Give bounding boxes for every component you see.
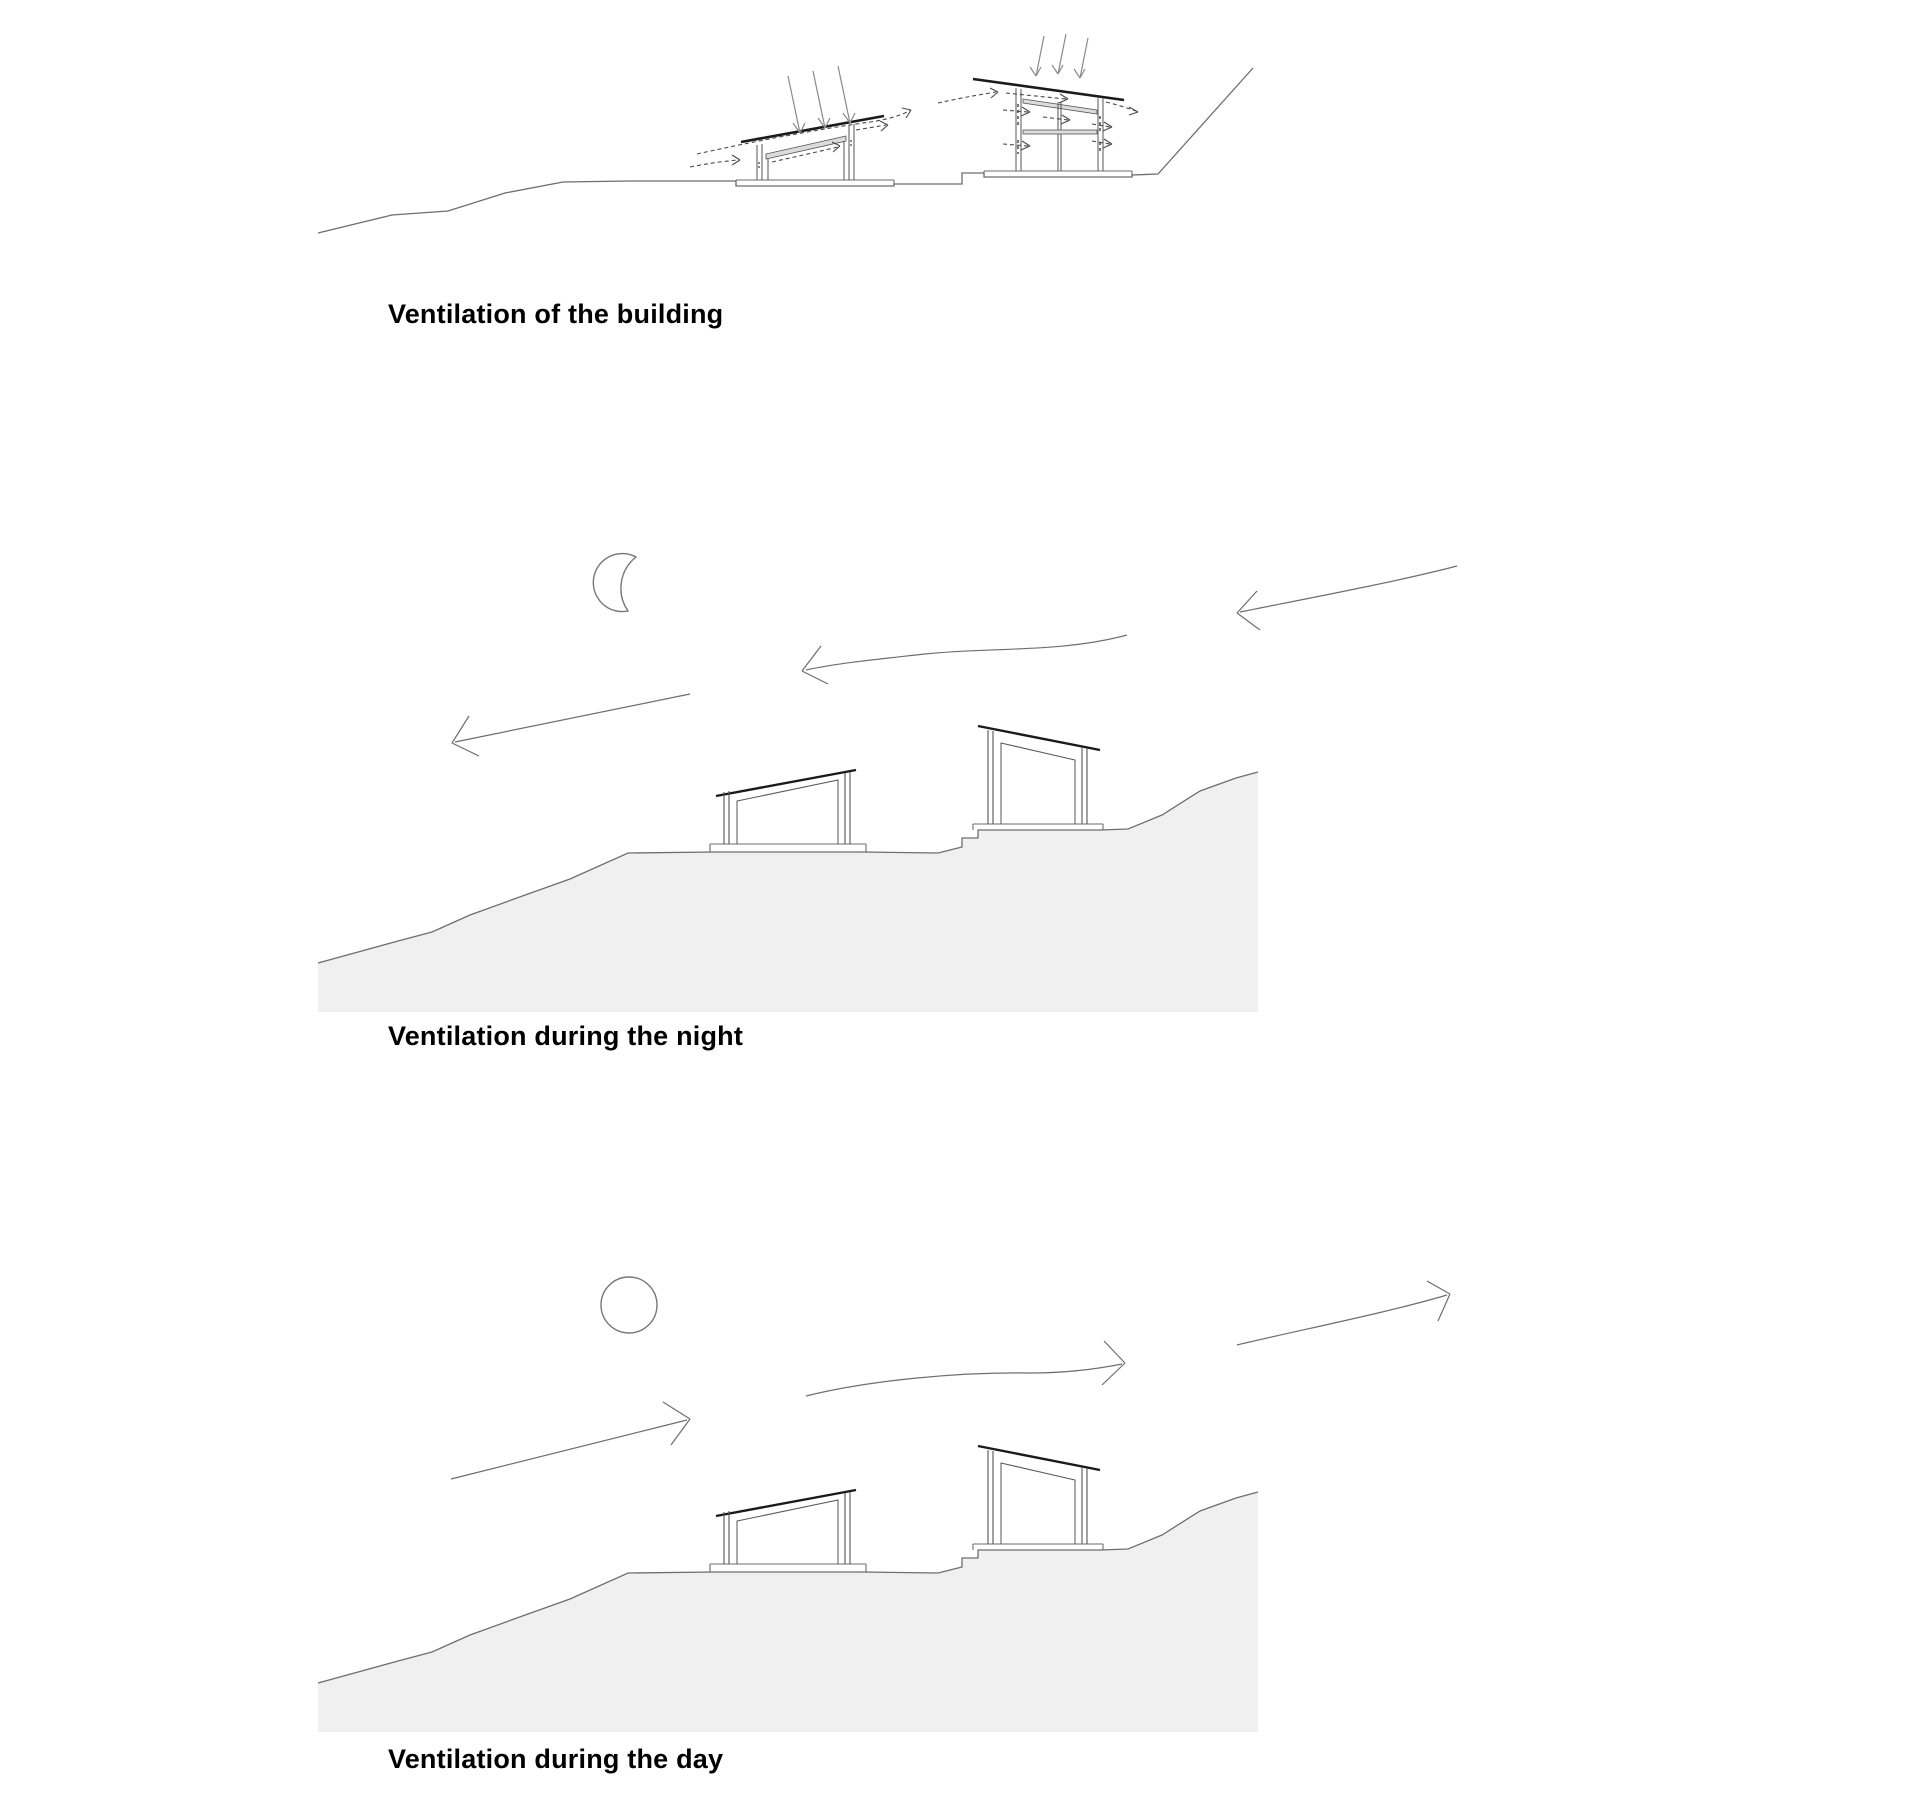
right-building-section: [973, 79, 1124, 171]
caption-building-ventilation: Ventilation of the building: [388, 299, 724, 329]
section-diagram: [318, 34, 1253, 233]
wind-arrows-day: [451, 1281, 1450, 1479]
caption-night-ventilation: Ventilation during the night: [388, 1021, 744, 1051]
moon-icon: [593, 554, 636, 612]
caption-day-ventilation: Ventilation during the day: [388, 1744, 724, 1774]
solar-radiation-arrows: [788, 34, 1088, 133]
left-building-section: [741, 116, 884, 180]
day-diagram: [318, 1277, 1450, 1732]
night-diagram: [318, 554, 1457, 1012]
sun-icon: [601, 1277, 657, 1333]
